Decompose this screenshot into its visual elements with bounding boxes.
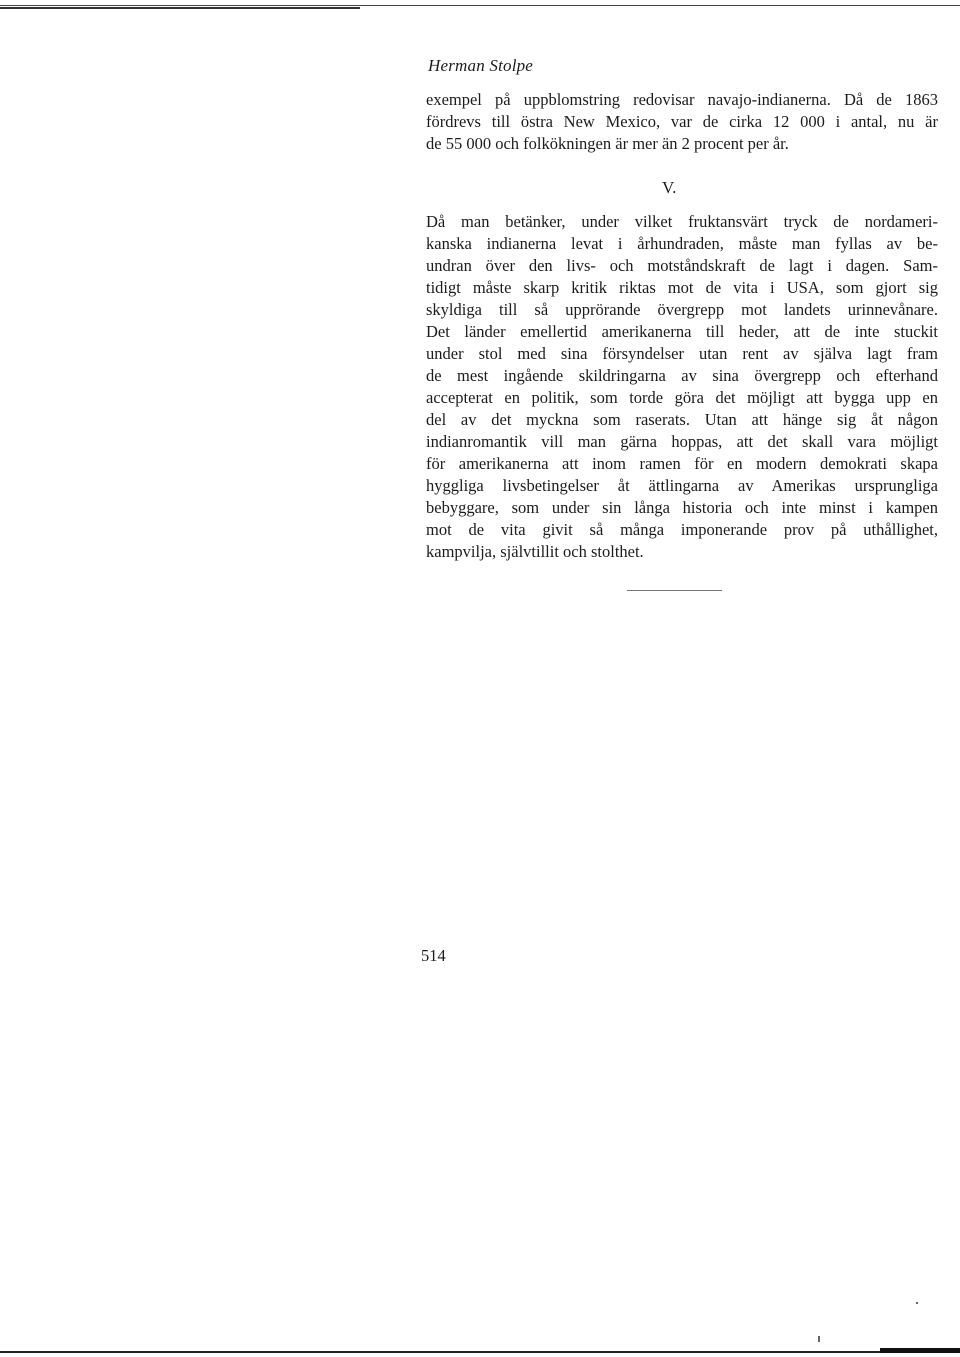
text-line: bebyggare, som under sin långa historia och inte minst i kampen — [426, 498, 938, 517]
scan-speck — [818, 1336, 820, 1342]
text-line: kanska indianerna levat i århundraden, måste man fyllas av be- — [426, 234, 938, 253]
text-line: indianromantik vill man gärna hoppas, att det skall vara möjligt — [426, 432, 938, 451]
text-line: de 55 000 och folkökningen är mer än 2 procent per år. — [426, 134, 789, 153]
text-line: del av det myckna som raserats. Utan att hänge sig åt någon — [426, 410, 938, 429]
text-line: Det länder emellertid amerikanerna till heder, att de inte stuckit — [426, 322, 938, 341]
scan-edge-bottom — [0, 1351, 960, 1353]
paragraph-2 — [426, 211, 938, 563]
text-line: hyggliga livsbetingelser åt ättlingarna av Amerikas ursprungliga — [426, 476, 938, 495]
text-line: undran över den livs- och motståndskraft de lagt i dagen. Sam- — [426, 256, 938, 275]
text-line: fördrevs till östra New Mexico, var de cirka 12 000 i antal, nu är — [426, 112, 938, 131]
text-line: exempel på uppblomstring redovisar navajo-indianerna. Då de 1863 — [426, 90, 938, 109]
text-line: tidigt måste skarp kritik riktas mot de vita i USA, som gjort sig — [426, 278, 938, 297]
scan-speck — [916, 1302, 918, 1304]
scan-edge-top — [0, 5, 960, 6]
text-line: kampvilja, självtillit och stolthet. — [426, 542, 644, 561]
text-line: under stol med sina försyndelser utan rent av själva lagt fram — [426, 344, 938, 363]
text-line: Då man betänker, under vilket fruktansvärt tryck de nordameri- — [426, 212, 938, 231]
text-line: accepterat en politik, som torde göra det möjligt att bygga upp en — [426, 388, 938, 407]
text-line: skyldiga till så upprörande övergrepp mot landets urinnevånare. — [426, 300, 938, 319]
text-line: för amerikanerna att inom ramen för en modern demokrati skapa — [426, 454, 938, 473]
running-head-author: Herman Stolpe — [428, 56, 534, 75]
scan-edge-top-shadow — [0, 7, 360, 9]
paragraph-1 — [426, 89, 938, 155]
page-number: 514 — [421, 946, 446, 965]
text-line: de mest ingående skildringarna av sina övergrepp och efterhand — [426, 366, 938, 385]
text-line: mot de vita givit så många imponerande prov på uthållighet, — [426, 520, 938, 539]
section-end-rule — [627, 590, 722, 591]
scan-edge-bottom-shadow — [880, 1348, 960, 1353]
section-number: V. — [662, 178, 677, 197]
